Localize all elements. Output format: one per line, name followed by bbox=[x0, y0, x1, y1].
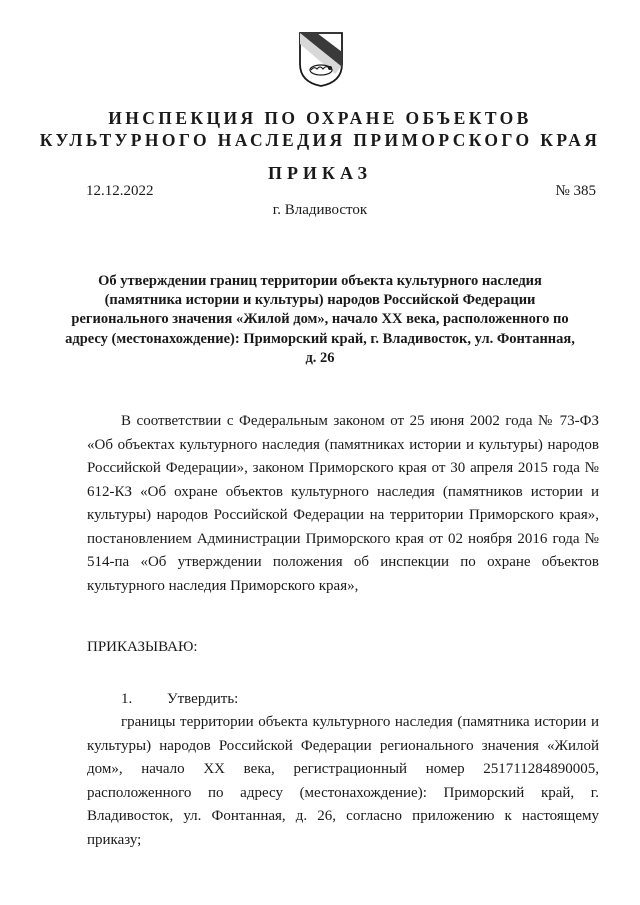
coat-of-arms-icon bbox=[297, 30, 345, 88]
document-title: Об утверждении границ территории объекта культурного наследия (памятника истории и культуры) народов Российской Федерации регионального значения «Жилой дом», начало XX века, расположенного по адресу (местонахождение): Приморский край, г. Владивосток, ул. Фонтанная, д. 26 bbox=[65, 273, 575, 366]
item-1-number: 1. bbox=[121, 691, 133, 707]
order-keyword: ПРИКАЗЫВАЮ: bbox=[87, 639, 198, 655]
document-date: 12.12.2022 bbox=[86, 183, 154, 199]
document-number: № 385 bbox=[555, 183, 596, 199]
item-1-heading bbox=[87, 688, 599, 712]
item-1-text: границы территории объекта культурного наследия (памятника истории и культуры) народов Российской Федерации регионального значения «Жилой дом», начало XX века, регистрационный номер 251711284890005, расположенного по адресу (местонахождение): Приморский край, г. Владивосток, ул. Фонтанная, д. 26, согласно приложению к настоящему приказу; bbox=[87, 714, 599, 848]
organization-name-line2: КУЛЬТУРНОГО НАСЛЕДИЯ ПРИМОРСКОГО КРАЯ bbox=[39, 130, 601, 150]
preamble-paragraph: В соответствии с Федеральным законом от 25 июня 2002 года № 73-ФЗ «Об объектах культурного наследия (памятниках истории и культуры) народов Российской Федерации», законом Приморского края от 30 апреля 2015 года № 612-КЗ «Об охране объектов культурного наследия (памятников истории и культуры) народов Российской Федерации на территории Приморского края», постановлением Администрации Приморского края от 02 ноября 2016 года № 514-па «Об утверждении положения об инспекции по охране объектов культурного наследия Приморского края», bbox=[87, 413, 599, 594]
item-1-verb: Утвердить: bbox=[167, 691, 239, 707]
organization-name-line1: ИНСПЕКЦИЯ ПО ОХРАНЕ ОБЪЕКТОВ bbox=[108, 108, 532, 128]
document-type: ПРИКАЗ bbox=[267, 163, 373, 183]
document-city: г. Владивосток bbox=[272, 202, 368, 218]
